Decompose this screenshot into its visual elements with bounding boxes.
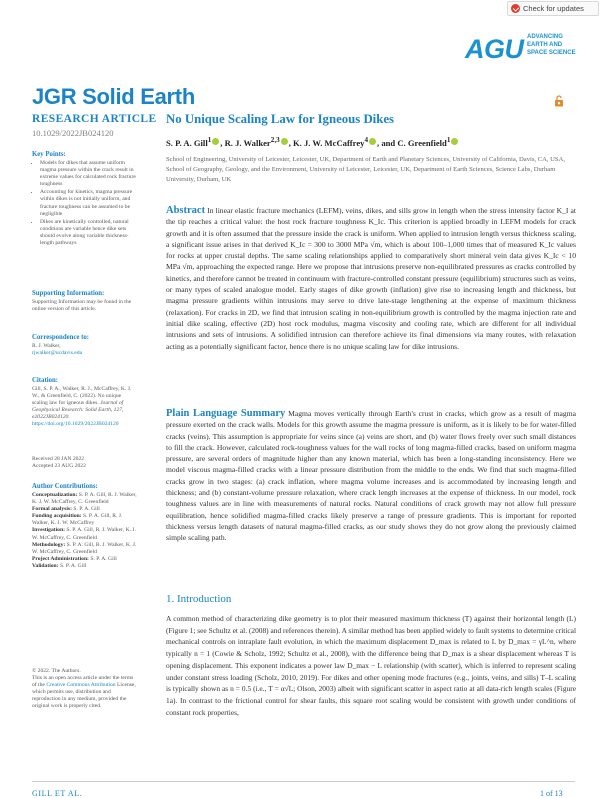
orcid-icon[interactable] <box>451 138 458 145</box>
contribution-item: Conceptualization: S. P. A. Gill, R. J. Walker, K. J. W. McCaffrey, C. Greenfield <box>32 492 137 506</box>
agu-wordmark: AGU <box>465 34 524 64</box>
key-point: • Models for dikes that assume uniform magma pressure within the crack result in extreme values for calculated rock fracture toughness <box>40 160 138 188</box>
author-list: S. P. A. Gill$^1$ , R. J. Walker$^{2,3}$ , K. J. W. McCaffrey$^4$ , and C. Greenfield$^1$ <box>166 136 459 148</box>
abstract-heading: Abstract <box>166 205 206 216</box>
supporting-info-heading: Supporting Information: <box>32 290 105 297</box>
key-point: • Accounting for kinetics, magma pressure within dikes is not initially uniform, and fracture toughness can be assumed to be negligible <box>40 189 138 217</box>
page-number: 1 of 13 <box>540 789 563 798</box>
correspondence-heading: Correspondence to: <box>32 334 90 341</box>
received-date: Received 28 JAN 2022 <box>32 456 85 462</box>
citation-text: Gill, S. P. A., Walker, R. J., McCaffrey, K. J. W., & Greenfield, C. (2022). No unique scaling law for igneous dikes. <box>32 386 132 407</box>
abstract-text: In linear elastic fracture mechanics (LEFM), veins, dikes, and sills grow in length when the stress intensity factor K_I at the tip reaches a critical value: the host rock fracture toughness K_Ic. This criterion is applied broadly in LEFM models for crack growth and it is often assumed that the pressure inside the crack is uniform. When applied to intrusion length versus thickness scaling, a significant issue arises in that derived K_Ic = 300 to 3000 MPa √m, which is about 100–1,000 times that of measured K_Ic values for rocks at upper crustal depths. The same scaling relationships applied to comparatively short mineral vein data gives K_Ic < 10 MPa √m, approaching the expected range. Here we propose that intrusions preserve non-equilibrated pressures as cracks controlled by kinetics, and therefore cannot be treated in continuum with fracture-controlled constant pressure (equilibrium) structures such as veins, or many types of scaled analogue model. Early stages of dike growth (inflation) give rise to increasing length and thickness, but magma pressure gradients within intrusions may serve to drive late-stage lengthening at the expense of maximum thickness (relaxation). For cracks in 2D, we find that intrusion scaling in non-equilibrium growth is controlled by the magma injection rate and initial dike scaling, effective (2D) host rock modulus, magma viscosity and cooling rate, which are different for all individual intrusions and sets of intrusions. A solidified intrusion can therefore achieve its final dimensions via many routes, with relaxation acting as a potentially significant factor, hence there is no unique scaling law for dike intrusions. <box>166 206 576 351</box>
correspondence-name: R. J. Walker, <box>32 343 61 349</box>
supporting-info-text: Supporting Information may be found in the online version of this article. <box>32 299 132 313</box>
section-heading: 1. Introduction <box>166 593 232 605</box>
agu-tagline <box>527 33 576 57</box>
agu-tagline-line: EARTH AND <box>527 42 563 48</box>
affiliations: School of Engineering, University of Leicester, Leicester, UK, Department of Earth and Planetary Sciences, University of California, Davis, CA, USA, School of Geography, Geology, and the Environment, University of Leicester, Leicester, UK, Department of Earth Sciences, Science Labs, Durham University, Durham, UK <box>166 156 566 183</box>
citation-journal: Journal of Geophysical Research: Solid Earth, 127, e2022JB024120. <box>32 400 124 421</box>
agu-logo <box>465 30 595 66</box>
footer-authors: GILL ET AL. <box>32 789 83 798</box>
check-for-updates-button[interactable] <box>507 1 599 16</box>
orcid-icon[interactable] <box>212 138 219 145</box>
contribution-item: Funding acquisition: S. P. A. Gill, R. J. Walker, K. J. W. McCaffrey <box>32 513 123 527</box>
author[interactable]: S. P. A. Gill <box>166 137 208 148</box>
check-updates-label: Check for updates <box>523 4 584 13</box>
abstract <box>166 205 576 352</box>
introduction-text: A common method of characterizing dike geometry is to plot their measured maximum thickness (T) against their horizontal length (L) (Figure 1; see Schultz et al. (2008) and references therein). A similar method has been applied widely to fault systems to determine critical mechanical controls on intraplate fault evolution, in which the maximum displacement D_max is related to L by D_max = γL^n, where typically n = 1 (Cowie & Scholz, 1992; Schultz et al., 2008), with the difference being that D_max is a shear displacement whereas T is opening displacement. This exponent indicates a power law D_max − L relationship (with scatter), which is inferred to represent scaling under constant stress loading (Scholz, 2010, 2019). For dikes and other opening mode fractures (e.g., joints, veins, and sills) T–L scaling is typically shown as n = 0.5 (i.e., T = α√L; Olson, 2003) albeit with significant scatter in aspect ratio at all data-rich length scales (Figure 1a). In contrast to the frictional control for shear faults, this square root scaling would be consistent with growth under conditions of constant rock properties, <box>166 614 576 717</box>
plain-summary-text: Magma moves vertically through Earth's crust in cracks, which grow as a result of magma pressure exerted on the crack walls. Models for this growth assume the magma pressure is uniform, as it is likely to be for water-filled cracks (veins). This assumption is appropriate for veins since (a) veins are short, and (b) water flows freely over such small distances to fill the crack. However, calculated rock-toughness values for the wall rocks of long magma-filled cracks, based on uniform magma pressure, are several orders of magnitude higher than any known material, which has been a long-standing inconsistency. Here we model viscous magma-filled cracks with a linear pressure distribution from the middle to the ends. We find that such magma-filled cracks grow in two stages: (a) crack inflation, where magma volume increases and is accommodated by increasing length and thickness; and (b) constant-volume pressure relaxation, where crack length increases at the expense of thickness. In our model, rock toughness values are in line with measurements of natural rocks. Natural conditions of crack growth may not allow full pressure equilibration, hence solidified magma-filled cracks likely preserve a range of pressure gradients. This is important for reported thickness versus length datasets of natural magma-filled cracks, as our study shows they do not grow along the previously claimed simple scaling path. <box>166 409 576 543</box>
correspondence <box>32 343 138 357</box>
plain-language-summary <box>166 408 576 544</box>
citation-heading: Citation: <box>32 377 59 384</box>
license-link[interactable]: Creative Commons Attribution <box>46 682 116 689</box>
footer-divider <box>32 781 575 782</box>
doi[interactable]: 10.1029/2022JB024120 <box>32 128 114 138</box>
key-points <box>32 160 138 248</box>
agu-tagline-line: ADVANCING <box>527 34 563 40</box>
agu-tagline-line: SPACE SCIENCE <box>527 50 576 56</box>
accepted-date: Accepted 23 AUG 2022 <box>32 463 86 470</box>
license <box>32 668 138 711</box>
open-access-lock-icon <box>554 95 564 107</box>
author[interactable]: C. Greenfield <box>397 137 447 148</box>
contribution-item: Investigation: S. P. A. Gill, R. J. Walker, K. J. W. McCaffrey, C. Greenfield <box>32 527 136 541</box>
license-text: This is an open access article under the terms of the <box>32 675 134 689</box>
dates <box>32 456 138 470</box>
orcid-icon[interactable] <box>369 138 376 145</box>
journal-title: JGR Solid Earth <box>32 84 195 109</box>
author[interactable]: K. J. W. McCaffrey <box>293 137 365 148</box>
author[interactable]: R. J. Walker <box>224 137 271 148</box>
contribution-item: Project Administration: S. P. A. Gill <box>32 555 117 562</box>
paper-title: No Unique Scaling Law for Igneous Dikes <box>166 112 395 126</box>
key-points-heading: Key Points: <box>32 151 66 158</box>
article-type: RESEARCH ARTICLE <box>32 113 157 125</box>
citation-link[interactable]: https://doi.org/10.1029/2022JB024120 <box>32 421 119 428</box>
plain-summary-heading: Plain Language Summary <box>166 408 286 419</box>
contribution-item: Methodology: S. P. A. Gill, R. J. Walker, K. J. W. McCaffrey, C. Greenfield <box>32 541 137 555</box>
key-point: • Dikes are kinetically controlled, natural conditions are variable hence dike sets should evolve along variable thickness-length pathways <box>40 219 138 247</box>
contribution-item: Validation: S. P. A. Gill <box>32 562 87 569</box>
contribution-item: Formal analysis: S. P. A. Gill <box>32 506 100 513</box>
copyright: © 2022. The Authors. <box>32 668 81 674</box>
contributions-list <box>32 492 138 570</box>
correspondence-email[interactable]: rjwalker@ucdavis.edu <box>32 350 83 357</box>
contributions-heading: Author Contributions: <box>32 483 98 490</box>
license-text: License, which permits use, distribution and reproduction in any medium, provided the original work is properly cited. <box>32 682 136 710</box>
orcid-icon[interactable] <box>281 138 288 145</box>
check-updates-icon <box>511 4 520 13</box>
citation <box>32 386 138 429</box>
